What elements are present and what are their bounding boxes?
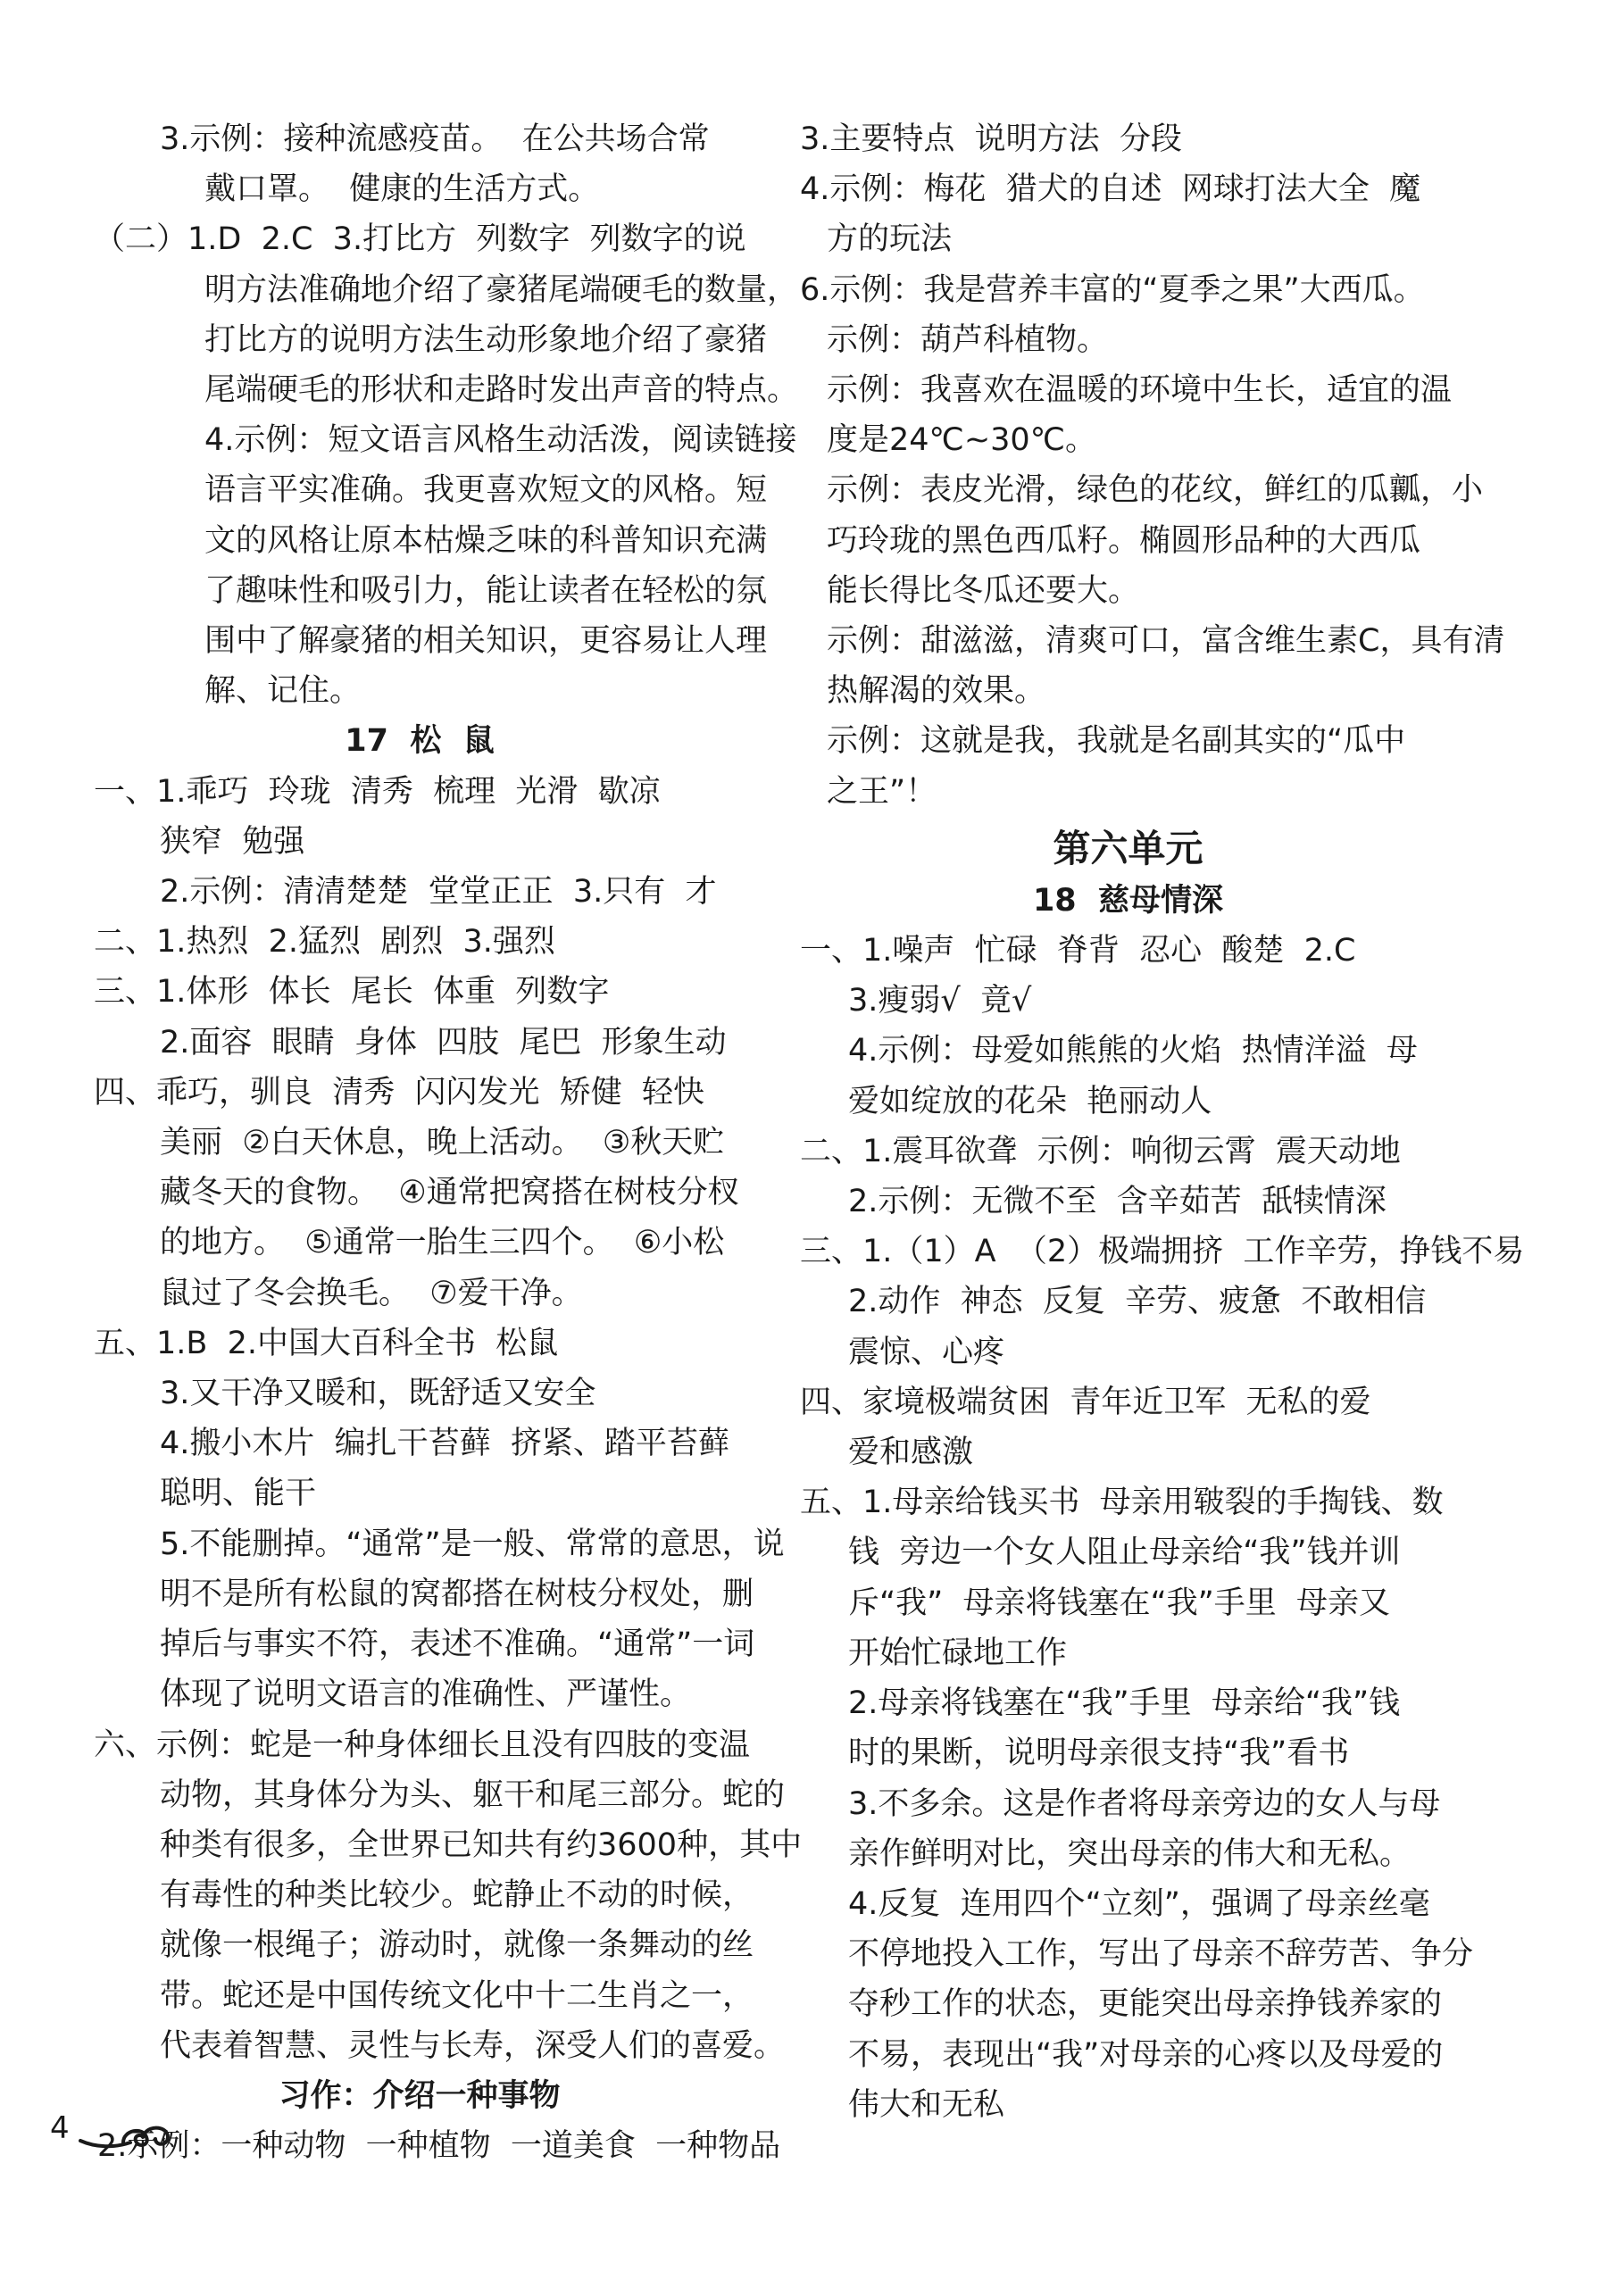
section-heading: 18 慈母情深	[1032, 882, 1224, 919]
text-line: 爱和感激	[848, 1435, 974, 1471]
text-line: 4.搬小木片 编扎干苔藓 挤紧、踏平苔藓	[160, 1426, 729, 1462]
text-line: 种类有很多，全世界已知共有约3600种，其中	[160, 1826, 803, 1863]
text-line: 解、记住。	[204, 673, 362, 710]
text-line: 3.瘦弱√ 竟√	[848, 983, 1032, 1019]
text-line: 尾端硬毛的形状和走路时发出声音的特点。	[204, 372, 799, 409]
cloud-ornament-icon	[79, 2121, 177, 2153]
text-line: 2.动作 神态 反复 辛劳、疲惫 不敢相信	[848, 1284, 1427, 1320]
text-line: 一、1.乖巧 玲珑 清秀 梳理 光滑 歇凉	[94, 773, 661, 810]
text-line: 美丽 ②白天休息，晚上活动。 ③秋天贮	[160, 1125, 725, 1161]
text-line: 开始忙碌地工作	[848, 1635, 1068, 1671]
text-line: 震惊、心疼	[848, 1334, 1005, 1370]
text-line: 示例：葫芦科植物。	[827, 321, 1109, 358]
text-line: 4.示例：梅花 猎犬的自述 网球打法大全 魔	[800, 171, 1421, 208]
text-line: 聪明、能干	[160, 1476, 317, 1512]
text-line: 带。蛇还是中国传统文化中十二生肖之一，	[160, 1977, 754, 2014]
text-line: 度是24℃~30℃。	[827, 422, 1097, 459]
text-line: 不易，表现出“我”对母亲的心疼以及母爱的	[848, 2036, 1444, 2073]
text-line: 3.主要特点 说明方法 分段	[800, 121, 1182, 157]
text-line: 的地方。 ⑤通常一胎生三四个。 ⑥小松	[160, 1225, 725, 1261]
text-line: 了趣味性和吸引力，能让读者在轻松的氛	[204, 572, 768, 609]
text-line: 围中了解豪猪的相关知识，更容易让人理	[204, 623, 768, 660]
text-line: 打比方的说明方法生动形象地介绍了豪猪	[204, 321, 768, 358]
text-line: 热解渴的效果。	[827, 673, 1046, 710]
text-line: 明不是所有松鼠的窝都搭在树枝分杈处，删	[160, 1576, 754, 1612]
text-line: 代表着智慧、灵性与长寿，深受人们的喜爱。	[160, 2027, 786, 2064]
text-line: 明方法准确地介绍了豪猪尾端硬毛的数量，	[204, 271, 799, 308]
text-line: 2.母亲将钱塞在“我”手里 母亲给“我”钱	[848, 1685, 1401, 1722]
text-line: 动物，其身体分为头、躯干和尾三部分。蛇的	[160, 1776, 786, 1813]
text-line: 一、1.噪声 忙碌 脊背 忍心 酸楚 2.C	[800, 933, 1356, 969]
text-line: 2.示例：清清楚楚 堂堂正正 3.只有 才	[160, 874, 717, 911]
text-line: 斥“我” 母亲将钱塞在“我”手里 母亲又	[848, 1585, 1391, 1621]
text-line: 夺秒工作的状态，更能突出母亲挣钱养家的	[848, 1986, 1443, 2023]
text-line: 二、1.热烈 2.猛烈 剧烈 3.强烈	[94, 924, 555, 961]
text-line: 2.示例：一种动物 一种植物 一道美食 一种物品	[97, 2128, 781, 2165]
text-line: 之王”！	[827, 773, 937, 810]
text-line: 4.示例：短文语言风格生动活泼，阅读链接	[204, 422, 797, 459]
text-line: 鼠过了冬会换毛。 ⑦爱干净。	[160, 1275, 583, 1311]
text-line: 就像一根绳子；游动时，就像一条舞动的丝	[160, 1927, 754, 1964]
text-line: 4.示例：母爱如熊熊的火焰 热情洋溢 母	[848, 1033, 1418, 1069]
text-line: 4.反复 连用四个“立刻”，强调了母亲丝毫	[848, 1885, 1430, 1922]
text-line: 四、乖巧，驯良 清秀 闪闪发光 矫健 轻快	[94, 1074, 705, 1111]
text-line: 钱 旁边一个女人阻止母亲给“我”钱并训	[848, 1535, 1401, 1571]
text-line: （二）1.D 2.C 3.打比方 列数字 列数字的说	[94, 221, 746, 258]
page-number: 4	[50, 2110, 70, 2146]
text-line: 三、1.（1）A （2）极端拥挤 工作辛劳，挣钱不易	[800, 1234, 1525, 1270]
section-heading: 习作：介绍一种事物	[279, 2077, 561, 2114]
text-line: 藏冬天的食物。 ④通常把窝搭在树枝分杈	[160, 1175, 739, 1211]
text-line: 有毒性的种类比较少。蛇静止不动的时候，	[160, 1877, 754, 1914]
text-line: 三、1.体形 体长 尾长 体重 列数字	[94, 974, 610, 1011]
text-line: 示例：我喜欢在温暖的环境中生长，适宜的温	[827, 372, 1453, 409]
text-line: 方的玩法	[827, 221, 953, 258]
text-line: 3.不多余。这是作者将母亲旁边的女人与母	[848, 1785, 1441, 1822]
text-line: 六、示例：蛇是一种身体细长且没有四肢的变温	[94, 1726, 751, 1763]
text-line: 四、家境极端贫困 青年近卫军 无私的爱	[800, 1384, 1371, 1420]
text-line: 文的风格让原本枯燥乏味的科普知识充满	[204, 522, 768, 559]
text-line: 5.不能删掉。“通常”是一般、常常的意思，说	[160, 1526, 785, 1562]
text-line: 2.面容 眼睛 身体 四肢 尾巴 形象生动	[160, 1024, 727, 1061]
text-line: 3.示例：接种流感疫苗。 在公共场合常	[160, 121, 710, 157]
text-line: 示例：这就是我，我就是名副其实的“瓜中	[827, 723, 1406, 760]
text-line: 亲作鲜明对比，突出母亲的伟大和无私。	[848, 1835, 1412, 1872]
text-line: 示例：表皮光滑，绿色的花纹，鲜红的瓜瓤，小	[827, 472, 1484, 509]
left-column	[94, 114, 803, 2171]
text-line: 3.又干净又暖和，既舒适又安全	[160, 1376, 596, 1412]
text-line: 掉后与事实不符，表述不准确。“通常”一词	[160, 1627, 755, 1663]
text-line: 五、1.母亲给钱买书 母亲用皲裂的手掏钱、数	[800, 1485, 1444, 1521]
text-line: 五、1.B 2.中国大百科全书 松鼠	[94, 1325, 559, 1361]
right-column	[800, 114, 1525, 2130]
text-line: 语言平实准确。我更喜欢短文的风格。短	[204, 472, 768, 509]
text-line: 狭窄 勉强	[160, 823, 305, 860]
text-line: 体现了说明文语言的准确性、严谨性。	[160, 1676, 692, 1713]
text-line: 巧玲珑的黑色西瓜籽。椭圆形品种的大西瓜	[827, 522, 1421, 559]
text-line: 2.示例：无微不至 含辛茹苦 舐犊情深	[848, 1184, 1387, 1220]
text-line: 6.示例：我是营养丰富的“夏季之果”大西瓜。	[800, 271, 1425, 308]
text-line: 戴口罩。 健康的生活方式。	[204, 171, 600, 208]
text-line: 不停地投入工作，写出了母亲不辞劳苦、争分	[848, 1936, 1474, 1973]
section-heading: 17 松 鼠	[345, 723, 495, 760]
text-line: 时的果断，说明母亲很支持“我”看书	[848, 1735, 1350, 1772]
unit-heading: 第六单元	[1053, 826, 1203, 870]
text-line: 伟大和无私	[848, 2086, 1005, 2123]
text-line: 示例：甜滋滋，清爽可口，富含维生素C，具有清	[827, 623, 1505, 660]
text-line: 二、1.震耳欲聋 示例：响彻云霄 震天动地	[800, 1133, 1401, 1169]
text-line: 能长得比冬瓜还要大。	[827, 572, 1140, 609]
text-line: 爱如绽放的花朵 艳丽动人	[848, 1083, 1212, 1119]
